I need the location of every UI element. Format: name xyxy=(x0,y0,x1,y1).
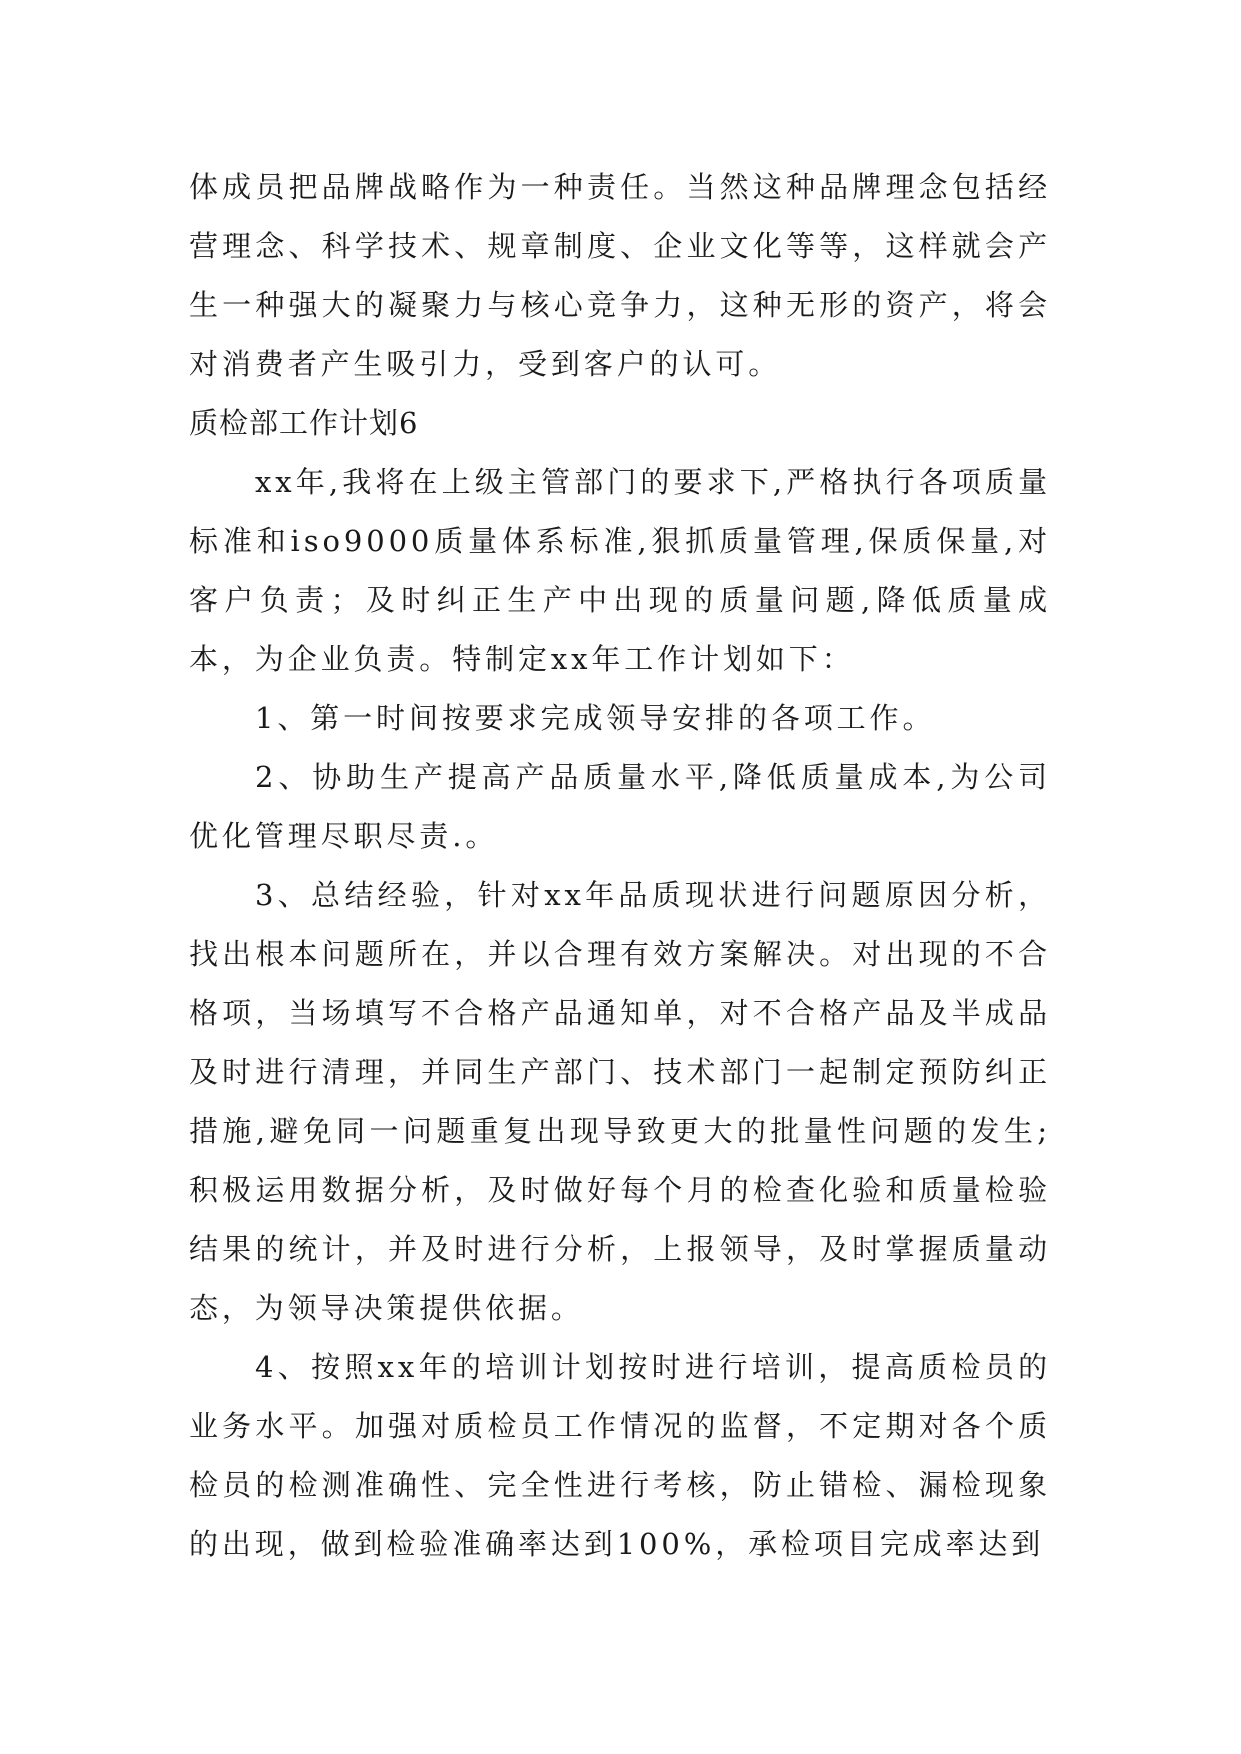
list-item-4: 4、按照xx年的培训计划按时进行培训，提高质检员的业务水平。加强对质检员工作情况的监督，不定期对各个质检员的检测准确性、完全性进行考核，防止错检、漏检现象的出现，做到检验准确率达到100%，承检项目完成率达到 xyxy=(189,1350,1051,1561)
list-item-1: 1、第一时间按要求完成领导安排的各项工作。 xyxy=(255,701,936,735)
list-item-3: 3、总结经验，针对xx年品质现状进行问题原因分析，找出根本问题所在，并以合理有效方案解决。对出现的不合格项，当场填写不合格产品通知单，对不合格产品及半成品及时进行清理，并同生产部门、技术部门一起制定预防纠正措施,避免同一问题重复出现导致更大的批量性问题的发生;积极运用数据分析，及时做好每个月的检查化验和质量检验结果的统计，并及时进行分析，上报领导，及时掌握质量动态，为领导决策提供依据。 xyxy=(189,878,1051,1325)
list-item-2: 2、协助生产提高产品质量水平,降低质量成本,为公司优化管理尽职尽责.。 xyxy=(189,760,1051,853)
document-body xyxy=(189,158,1051,1574)
section-heading: 质检部工作计划6 xyxy=(189,406,419,440)
paragraph-continuation: 体成员把品牌战略作为一种责任。当然这种品牌理念包括经营理念、科学技术、规章制度、企业文化等等，这样就会产生一种强大的凝聚力与核心竞争力，这种无形的资产，将会对消费者产生吸引力，受到客户的认可。 xyxy=(189,170,1051,381)
paragraph-intro: xx年,我将在上级主管部门的要求下,严格执行各项质量标准和iso9000质量体系标准,狠抓质量管理,保质保量,对客户负责；及时纠正生产中出现的质量问题,降低质量成本，为企业负责。特制定xx年工作计划如下： xyxy=(189,465,1051,676)
